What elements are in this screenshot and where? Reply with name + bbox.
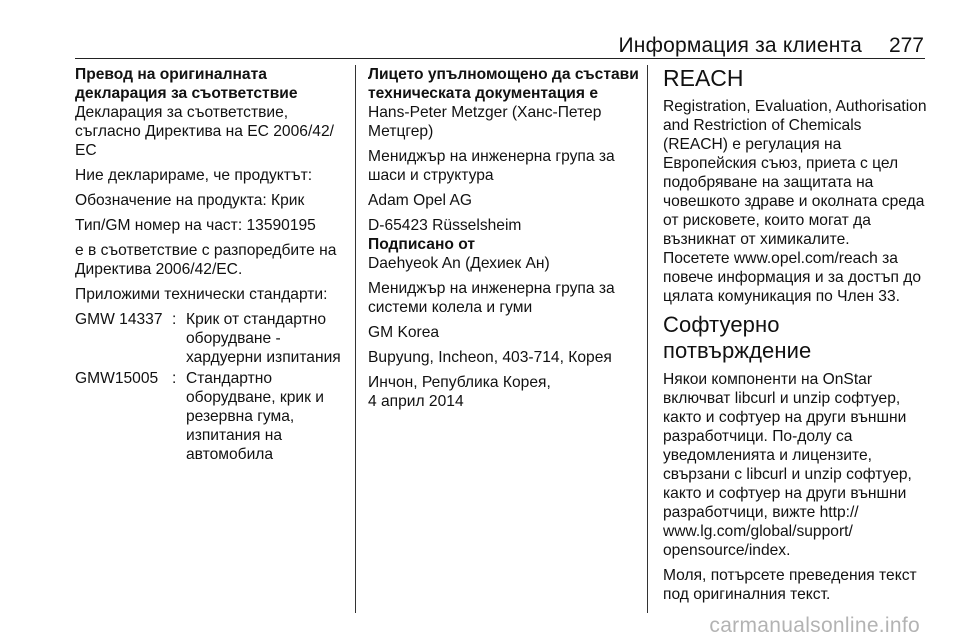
standard-row [75,369,350,464]
signer-role: Мениджър на инженерна група за системи колела и гуми [368,280,615,316]
company-name: Adam Opel AG [368,192,473,209]
column-reach-software [663,65,928,610]
standard-separator: : [172,370,177,387]
company-city: D-65423 Rüsselsheim [368,217,522,234]
declaration-intro: Декларация за съответствие, съгласно Директива на ЕС 2006/42/ЕС [75,104,334,159]
footer-watermark: carmanualsonline.info [709,614,920,637]
declaration-heading: Превод на оригиналната декларация за съответствие [75,66,298,102]
standard-description: Стандартно оборудване, крик и резервна гума, изпитания на автомобила [186,370,324,463]
signer-company: GM Korea [368,324,440,341]
part-number: Тип/GM номер на част: 13590195 [75,217,316,234]
signer-city: Инчон, Република Корея, [368,374,551,391]
software-heading: Софтуерно потвърждение [663,312,812,363]
signed-by-heading: Подписано от [368,236,476,253]
standards-label: Приложими технически стандарти: [75,286,328,303]
authorized-person-name: Hans-Peter Metzger (Ханс-Петер Метцгер) [368,104,602,140]
software-note: Моля, потърсете преведения текст под оригиналния текст. [663,567,917,603]
authorized-person-role: Мениджър на инженерна група за шаси и структура [368,148,615,184]
declaration-statement: Ние декларираме, че продуктът: [75,167,313,184]
standard-code: GMW 14337 [75,311,163,328]
page-number: 277 [888,34,924,57]
column-declaration [75,65,350,466]
signature-date: 4 април 2014 [368,393,464,410]
column-divider-2 [647,65,648,613]
product-designation: Обозначение на продукта: Крик [75,192,305,209]
page-header-title: Информация за клиента [618,34,862,57]
column-divider-1 [355,65,356,613]
authorized-person-heading: Лицето упълномощено да състави техническата документация е [368,66,639,102]
signer-name: Daehyeok An (Дехиек Ан) [368,255,550,272]
signer-address: Bupyung, Incheon, 403-714, Корея [368,349,612,366]
software-description: Някои компоненти на OnStar включват libcurl и unzip софтуер, както и софтуер на други външни разработчици. По-долу са уведомленията и лицензите, свързани с libcurl и unzip софтуер, както и софтуер на други външни разработчици, вижте http:// www.lg.com/global/support/ opensource/index. [663,371,912,559]
header-rule [75,58,925,59]
standard-row [75,310,350,367]
column-authorized-persons [368,65,643,417]
reach-visit-link: Посетете www.opel.com/reach за повече информация и за достъп до цялата комуникация по Член 33. [663,250,922,305]
standard-separator: : [172,311,177,328]
standard-description: Крик от стандартно оборудване - хардуерни изпитания [186,311,341,366]
standard-code: GMW15005 [75,370,159,387]
reach-description: Registration, Evaluation, Authorisation and Restriction of Chemicals (REACH) е регулация на Европейския съюз, приета с цел подобряване на защитата на човешкото здраве и околната среда от рисковете, които могат да възникнат от химикалите. [663,98,927,248]
conformity-statement: е в съответствие с разпоредбите на Директива 2006/42/ЕС. [75,242,337,278]
reach-heading: REACH [663,65,744,91]
